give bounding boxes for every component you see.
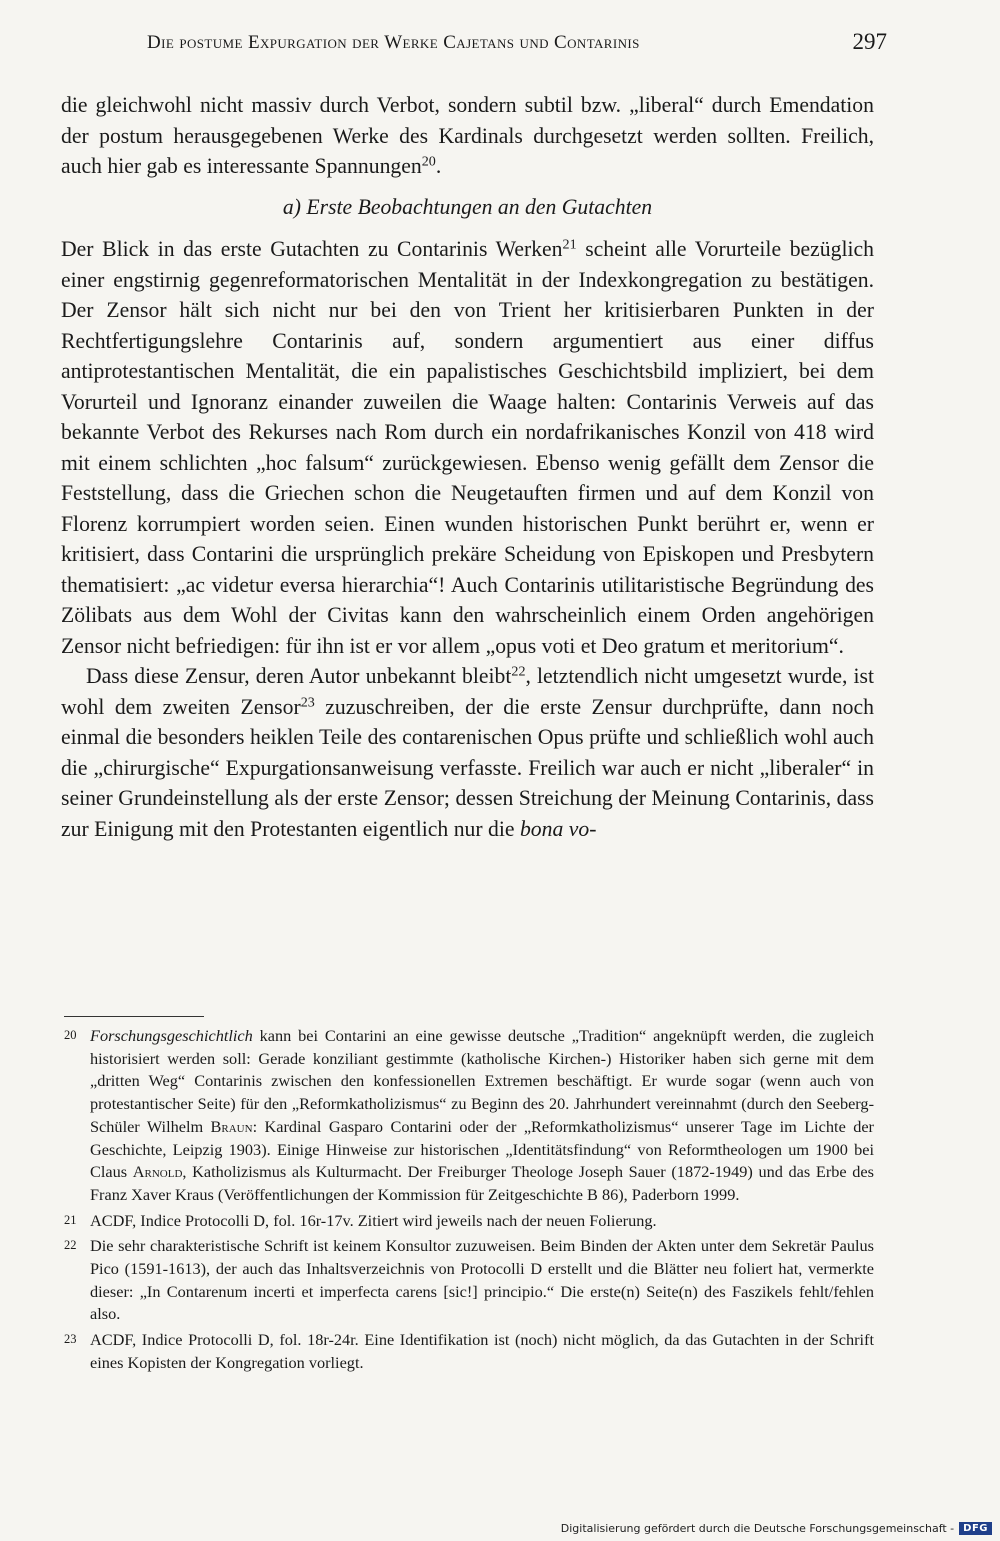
- funding-text: Digitalisierung gefördert durch die Deutsche Forschungsgemeinschaft -: [560, 1521, 955, 1535]
- paragraph-1-text: die gleichwohl nicht massiv durch Verbot, sondern subtil bzw. „liberal“ durch Emendation der postum herausgegebenen Werke des Kardinals durchgesetzt werden sollten. Freilich, auch hier gab es interessante Spannungen: [61, 93, 874, 178]
- footnote-21: [64, 1210, 874, 1233]
- footnote-rule: [64, 1016, 204, 1017]
- footnote-22: [64, 1235, 874, 1326]
- paragraph-2-rest: scheint alle Vorurteile bezüglich einer engstirnig gegenreformatorischen Mentalität in der Indexkongregation zu bestätigen. Der Zensor hält sich nicht nur bei den von Trient her kritisierbaren Punkten in der Rechtfertigungslehre Contarinis auf, sondern argumentiert aus einer diffus antiprotestantischen Mentalität, die ein papalistisches Geschichtsbild impliziert, bei dem Vorurteil und Ignoranz einander zuweilen die Waage halten: Contarinis Verweis auf das bekannte Verbot des Rekurses nach Rom durch ein nordafrikanisches Konzil von 418 wird mit einem schlichten „hoc falsum“ zurückgewiesen. Ebenso wenig gefällt dem Zensor die Feststellung, dass die Griechen schon die Neugetauften firmen und auf dem Konzil von Florenz korrumpiert worden seien. Einen wunden historischen Punkt berührt er, wenn er kritisiert, dass Contarini die ursprünglich prekäre Scheidung von Episkopen und Presbytern thematisiert: „ac videtur eversa hierarchia“! Auch Contarinis utilitaristische Begründung des Zölibats aus dem Wohl der Civitas kann den wahrscheinlich einem Orden angehörigen Zensor nicht befriedigen: für ihn ist er vor allem „opus voti et Deo gratum et meritorium“.: [61, 237, 874, 658]
- paragraph-2: [61, 234, 874, 661]
- paragraph-3-italic: bona vo-: [519, 816, 597, 841]
- page-number: 297: [852, 29, 887, 54]
- footnote-text: , Katholizismus als Kulturmacht. Der Freiburger Theologe Joseph Sauer (1872-1949) und das Erbe des Franz Xaver Kraus (Veröffentlichungen der Kommission für Zeitgeschichte B 86), Paderborn 1999.: [90, 1162, 874, 1204]
- footnote-ref-23[interactable]: 23: [300, 693, 315, 710]
- footnote-ref-20[interactable]: 20: [421, 153, 436, 170]
- running-header: [147, 29, 887, 66]
- author-name-arnold: Arnold: [132, 1162, 183, 1182]
- footnote-text: ACDF, Indice Protocolli D, fol. 18r-24r. Eine Identifikation ist (noch) nicht möglich, da das Gutachten in der Schrift eines Kopisten der Kongregation vorliegt.: [90, 1330, 874, 1372]
- paragraph-3-text: Dass diese Zensur, deren Autor unbekannt bleibt: [86, 664, 512, 688]
- paragraph-3-mid: , letztendlich nicht umgesetzt wurde, ist wohl dem zweiten Zensor: [61, 664, 874, 719]
- funding-notice: [561, 1519, 992, 1537]
- footnote-ref-21[interactable]: 21: [562, 236, 577, 253]
- footnote-number: 21: [64, 1212, 77, 1227]
- author-name-braun: Braun: [210, 1116, 253, 1136]
- paragraph-1-end: .: [435, 154, 442, 178]
- footnotes: [64, 1025, 874, 1378]
- footnote-20: [64, 1025, 874, 1207]
- footnote-number: 20: [64, 1028, 77, 1042]
- footnote-text: kann bei Contarini an eine gewisse deutsche „Tradition“ angeknüpft werden, die zugleich historisiert werden soll: Gerade konziliant gestimmte (katholische Kirchen-) Historiker haben sich gerne mit dem „dritten Weg“ Contarinis zwischen den konfessionellen Extremen beschäftigt. Er wurde sogar (wenn auch von protestantischer Seite) für den „Reformkatholizismus“ zu Beginn des 20. Jahrhundert vereinnahmt (durch den Seeberg-Schüler Wilhelm: [90, 1026, 874, 1136]
- footnote-number: 22: [64, 1238, 77, 1253]
- paragraph-1: [61, 90, 874, 182]
- paragraph-3-rest: zuzuschreiben, der die erste Zensur durchprüfte, dann noch einmal die besonders heiklen Teile des contarenischen Opus prüfte und schließlich wohl auch die „chirurgische“ Expurgationsanweisung verfasste. Freilich war auch er nicht „liberaler“ in seiner Grundeinstellung als der erste Zensor; dessen Streichung der Meinung Contarinis, dass zur Einigung mit den Protestanten eigentlich nur die: [61, 694, 874, 841]
- main-text: [61, 90, 874, 844]
- footnote-text: : Kardinal Gasparo Contarini oder der „Reformkatholizismus“ unserer Tage im Lichte der Geschichte, Leipzig 1903). Einige Hinweise zur historischen „Identitätsfindung“ von Reformtheologen um 1900 bei Claus: [90, 1116, 874, 1182]
- section-subheading: a) Erste Beobachtungen an den Gutachten: [282, 194, 653, 219]
- footnote-23: [64, 1329, 874, 1374]
- footnote-text: Die sehr charakteristische Schrift ist keinem Konsultor zuzuweisen. Beim Binden der Akten unter dem Sekretär Paulus Pico (1591-1613), der auch das Inhaltsverzeichnis von Protocolli D erstellt und die Blätter neu foliert hat, vermerkte dieser: „In Contarenum incerti et imperfecta carens [sic!] principio.“ Die erste(n) Seite(n) des Faszikels fehlt/fehlen also.: [90, 1236, 874, 1324]
- footnote-text: ACDF, Indice Protocolli D, fol. 16r-17v. Zitiert wird jeweils nach der neuen Folierung.: [90, 1210, 657, 1230]
- paragraph-3: [61, 661, 874, 844]
- footnote-ref-22[interactable]: 22: [511, 663, 526, 680]
- dfg-logo: DFG: [959, 1522, 992, 1535]
- paragraph-2-text: Der Blick in das erste Gutachten zu Contarinis Werken: [61, 237, 563, 261]
- footnote-number: 23: [64, 1332, 77, 1347]
- footnote-italic-lead: Forschungsgeschichtlich: [90, 1026, 253, 1045]
- running-title: Die postume Expurgation der Werke Cajetans und Contarinis: [147, 32, 640, 53]
